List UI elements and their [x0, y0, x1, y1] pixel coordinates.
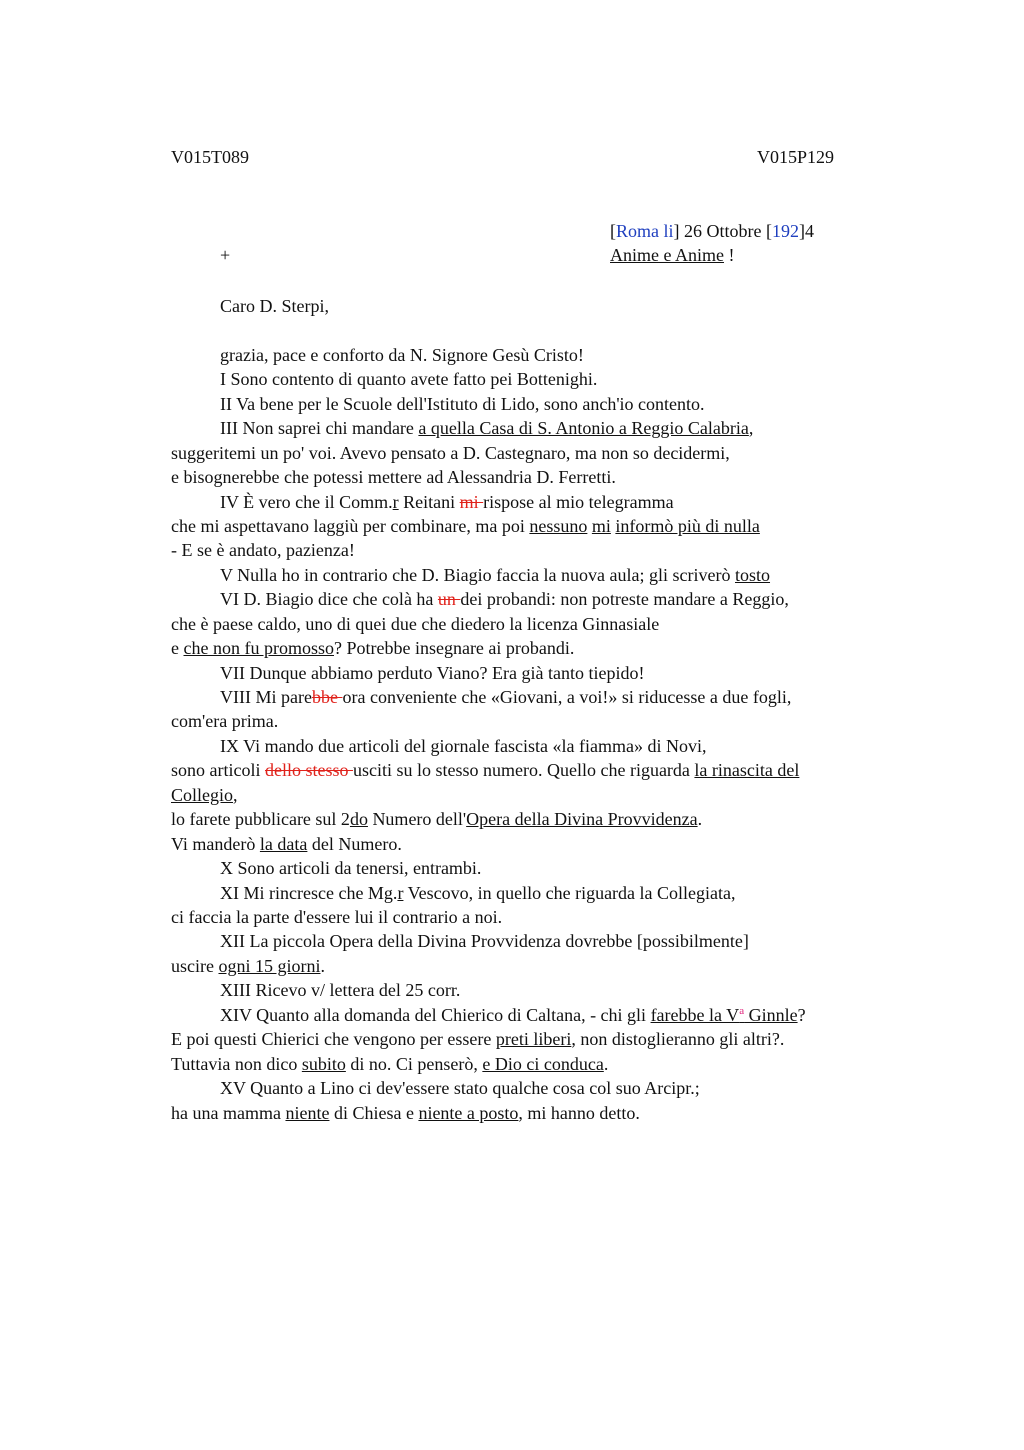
text-run: rispose al mio telegramma — [483, 492, 674, 512]
body-line — [171, 954, 325, 978]
underlined-text: che non fu promosso — [183, 638, 334, 658]
point-xiii: XIII Ricevo v/ lettera del 25 corr. — [220, 980, 461, 1000]
text-run: E poi questi Chierici che vengono per essere — [171, 1029, 496, 1049]
motto — [610, 245, 734, 266]
deleted-text: un — [437, 589, 461, 609]
text-run: dei probandi: non potreste mandare a Reggio, — [460, 589, 789, 609]
cross-symbol: + — [220, 245, 231, 265]
point-v — [220, 563, 770, 587]
dateline-year: 192 — [771, 221, 799, 241]
point-xii: XII La piccola Opera della Divina Provvidenza dovrebbe [possibilmente] — [220, 931, 749, 951]
text-run: . — [697, 809, 703, 829]
text-run: ? Potrebbe insegnare ai probandi. — [333, 638, 575, 658]
point-ii: II Va bene per le Scuole dell'Istituto di Lido, sono anch'io contento. — [220, 394, 705, 414]
dateline — [610, 221, 814, 242]
body-line: suggeritemi un po' voi. Avevo pensato a D. Castegnaro, ma non so decidermi, — [171, 443, 730, 463]
body-line: e bisognerebbe che potessi mettere ad Alessandria D. Ferretti. — [171, 467, 616, 487]
underlined-text: r — [392, 492, 399, 512]
underlined-text: niente — [285, 1103, 330, 1123]
text-run: ? — [797, 1005, 806, 1025]
underlined-text: a quella Casa di S. Antonio a Reggio Calabria — [418, 418, 749, 438]
point-viii — [220, 685, 791, 709]
body-line: che è paese caldo, uno di quei due che diedero la licenza Ginnasiale — [171, 614, 660, 634]
underlined-text: tosto — [735, 565, 771, 585]
text-run: V Nulla ho in contrario che D. Biagio faccia la nuova aula; gli scriverò — [220, 565, 735, 585]
document-code-left: V015T089 — [171, 147, 249, 167]
dateline-place: Roma li — [616, 221, 674, 241]
text-run: ora conveniente che «Giovani, a voi!» si riducesse a due fogli, — [342, 687, 792, 707]
point-xv: XV Quanto a Lino ci dev'essere stato qualche cosa col suo Arcipr.; — [220, 1078, 700, 1098]
underlined-text: do — [349, 809, 368, 829]
text-run: del Numero. — [307, 834, 402, 854]
text-run: , — [748, 418, 754, 438]
text-run: IV È vero che il Comm. — [220, 492, 393, 512]
underlined-text: niente a posto — [418, 1103, 519, 1123]
text-run: e — [171, 638, 184, 658]
text-run: XIV Quanto alla domanda del Chierico di Caltana, - chi gli — [220, 1005, 651, 1025]
text-run: Numero dell' — [367, 809, 467, 829]
text-run: che mi aspettavano laggiù per combinare, ma poi — [171, 516, 530, 536]
underlined-text: Opera della Divina Provvidenza — [466, 809, 698, 829]
text-run: , — [233, 785, 238, 805]
body-line — [171, 514, 760, 538]
underlined-text: ogni 15 giorni — [218, 956, 321, 976]
point-iii — [220, 416, 753, 440]
point-ix: IX Vi mando due articoli del giornale fascista «la fiamma» di Novi, — [220, 736, 707, 756]
salutation: Caro D. Sterpi, — [220, 296, 329, 316]
body-line: com'era prima. — [171, 711, 279, 731]
text-run: XI Mi rincresce che Mg. — [220, 883, 398, 903]
underlined-text: r — [397, 883, 404, 903]
text-run: ha una mamma — [171, 1103, 286, 1123]
underlined-text — [651, 1005, 798, 1025]
point-i: I Sono contento di quanto avete fatto pei Bottenighi. — [220, 369, 598, 389]
deleted-text: dello stesso — [264, 760, 353, 780]
motto-text: Anime e Anime — [610, 245, 724, 265]
underlined-text: informò più di nulla — [615, 516, 760, 536]
deleted-text: mi — [459, 492, 484, 512]
point-iv — [220, 490, 674, 514]
body-line: ci faccia la parte d'essere lui il contrario a noi. — [171, 907, 503, 927]
text-run: uscire — [171, 956, 219, 976]
deleted-text: bbe — [311, 687, 343, 707]
point-x: X Sono articoli da tenersi, entrambi. — [220, 858, 482, 878]
point-xiv — [220, 1003, 806, 1027]
text-run: lo farete pubblicare sul 2 — [171, 809, 350, 829]
text-run: III Non saprei chi mandare — [220, 418, 419, 438]
dateline-bracket: [ — [610, 221, 616, 241]
underlined-text: Collegio — [171, 785, 233, 805]
body-line — [171, 758, 799, 782]
dateline-year-end: ]4 — [798, 221, 814, 241]
motto-tail: ! — [723, 245, 735, 265]
body-line: - E se è andato, pazienza! — [171, 540, 355, 560]
text-run: VIII Mi pare — [220, 687, 312, 707]
body-line — [171, 1052, 608, 1076]
underlined-text: preti liberi — [495, 1029, 572, 1049]
text-run: Tuttavia non dico — [171, 1054, 302, 1074]
body-line — [171, 832, 402, 856]
point-vi — [220, 587, 789, 611]
text-run: . — [603, 1054, 609, 1074]
dateline-date: ] 26 Ottobre [ — [673, 221, 772, 241]
underlined-text: la data — [259, 834, 308, 854]
text-run: , mi hanno detto. — [518, 1103, 640, 1123]
text-run: Vi manderò — [171, 834, 260, 854]
document-code-right: V015P129 — [757, 147, 835, 167]
underlined-text: e Dio ci conduca — [482, 1054, 604, 1074]
superscript-text: a — [739, 1005, 745, 1017]
greeting-line: grazia, pace e conforto da N. Signore Gesù Cristo! — [220, 345, 584, 365]
text-run: farebbe la V — [650, 1005, 740, 1025]
text-run: usciti su lo stesso numero. Quello che riguarda — [352, 760, 695, 780]
text-run: di no. Ci penserò, — [345, 1054, 483, 1074]
point-xi — [220, 881, 736, 905]
underlined-text: mi — [591, 516, 611, 536]
body-line — [171, 636, 574, 660]
body-line — [171, 783, 238, 807]
body-line — [171, 1101, 640, 1125]
underlined-text: nessuno — [529, 516, 588, 536]
text-run: , non distoglieranno gli altri?. — [571, 1029, 785, 1049]
text-run: . — [320, 956, 325, 976]
underlined-text: la rinascita del — [694, 760, 800, 780]
text-run: Ginnle — [744, 1005, 798, 1025]
text-run: Vescovo, in quello che riguarda la Collegiata, — [403, 883, 736, 903]
text-run: Reitani — [398, 492, 460, 512]
body-line — [171, 1027, 784, 1051]
text-run: VI D. Biagio dice che colà ha — [220, 589, 438, 609]
underlined-text: subito — [301, 1054, 346, 1074]
body-line — [171, 807, 702, 831]
text-run: sono articoli — [171, 760, 265, 780]
text-run: di Chiesa e — [329, 1103, 419, 1123]
point-vii: VII Dunque abbiamo perduto Viano? Era già tanto tiepido! — [220, 663, 645, 683]
